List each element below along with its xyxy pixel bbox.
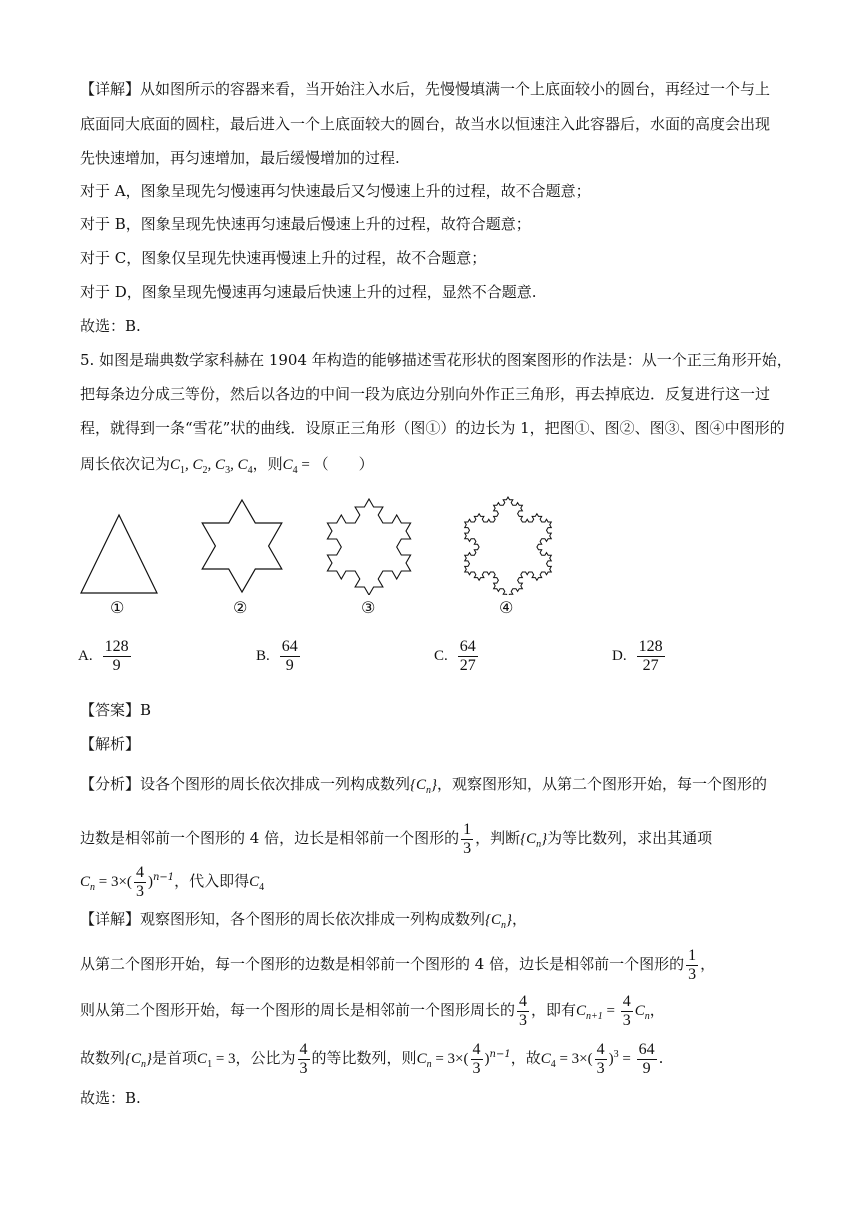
figure-label: ② xyxy=(233,598,248,617)
detail-line: 故数列$\{C_n\}$是首项$C_1 = 3$，公比为 $\frac{4}{3}$ 的等比数列，则$C_n = 3\times$( $\frac{4}{3}$ )$^{n-1}$，故$C_4 = 3\times$( $\frac{4}{3}$ )$^3$ = $\frac{64}{9}$ . xyxy=(80,1040,664,1077)
figure-snowflake-3 xyxy=(322,495,416,595)
answer-blank: （ ） xyxy=(313,455,374,473)
question-text: ，则 xyxy=(252,455,283,473)
text-line: 对于 A，图象呈现先匀慢速再匀快速最后又匀慢速上升的过程，故不合题意； xyxy=(80,182,591,200)
option-c[interactable] xyxy=(434,638,480,675)
detail-line: 则从第二个图形开始，每一个图形的周长是相邻前一个图形周长的 $\frac{4}{3}$ ，即有$C_{n+1}$ = $\frac{4}{3}$ $C_n$， xyxy=(80,992,665,1029)
option-value: $\frac{128}{9}$ xyxy=(104,638,129,674)
option-value: $\frac{128}{27}$ xyxy=(638,638,663,674)
text-line: 【详解】从如图所示的容器来看，当开始注入水后，先慢慢填满一个上底面较小的圆台，再经过一个与上 xyxy=(80,80,771,98)
analysis-line: 【分析】设各个图形的周长依次排成一列构成数列$\{C_n\}$，观察图形知，从第二个图形开始，每一个图形的 xyxy=(80,775,768,796)
figure-label: ① xyxy=(110,598,125,617)
option-b[interactable] xyxy=(256,638,302,675)
option-label: A. xyxy=(78,648,93,664)
c4-symbol: $C_4$ xyxy=(282,457,298,476)
figure-snowflake-4 xyxy=(456,495,560,595)
question-line: 程，就得到一条“雪花”状的曲线．设原正三角形（图①）的边长为 1，把图①、图②、图③、图④中图形的 xyxy=(80,419,785,437)
question-line: 把每条边分成三等份，然后以各边的中间一段为底边分别向外作正三角形，再去掉底边．反复进行这一过 xyxy=(80,385,771,403)
figure-label: ③ xyxy=(361,598,376,617)
question-line: 5. 如图是瑞典数学家科赫在 1904 年构造的能够描述雪花形状的图案图形的作法是：从一个正三角形开始， xyxy=(80,351,792,369)
option-d[interactable] xyxy=(612,638,667,675)
analysis-line: 边数是相邻前一个图形的 4 倍，边长是相邻前一个图形的 $\frac{1}{3}$ ，判断$\{C_n\}$为等比数列，求出其通项 xyxy=(80,820,713,857)
detail-line: 【详解】观察图形知，各个图形的周长依次排成一列构成数列$\{C_n\}$， xyxy=(80,910,528,931)
option-value: $\frac{64}{9}$ xyxy=(281,638,298,674)
text-line: 故选：B. xyxy=(80,317,141,335)
analysis-heading: 【解析】 xyxy=(80,735,141,753)
text-line: 对于 C，图象仅呈现先快速再慢速上升的过程，故不合题意； xyxy=(80,249,487,267)
option-label: D. xyxy=(612,648,627,664)
option-a[interactable] xyxy=(78,638,133,675)
option-value: $\frac{64}{27}$ xyxy=(459,638,476,674)
text-line: 底面同大底面的圆柱，最后进入一个上底面较大的圆台，故当水以恒速注入此容器后，水面的高度会出现 xyxy=(80,115,771,133)
formula-line: $C_n = 3\times$( $\frac{4}{3}$ )$^{n-1}$，代入即得$C_4$ xyxy=(80,863,265,900)
detail-line: 故选：B. xyxy=(80,1089,141,1107)
perimeter-list: $C_1$, $C_2$, $C_3$, $C_4$ xyxy=(170,457,253,476)
question-line: 周长依次记为$C_1$, $C_2$, $C_3$, $C_4$，则$C_4$ = （ ） xyxy=(80,455,374,476)
text-line: 对于 D，图象呈现先慢速再匀速最后快速上升的过程，显然不合题意. xyxy=(80,283,537,301)
option-label: C. xyxy=(434,648,448,664)
text-line: 对于 B，图象呈现先快速再匀速最后慢速上升的过程，故符合题意； xyxy=(80,215,531,233)
figure-star xyxy=(200,495,284,595)
detail-line: 从第二个图形开始，每一个图形的边数是相邻前一个图形的 4 倍，边长是相邻前一个图形的 $\frac{1}{3}$ ， xyxy=(80,946,716,983)
answer-line: 【答案】B xyxy=(80,701,152,719)
question-text: 周长依次记为 xyxy=(80,455,171,473)
figure-triangle xyxy=(78,495,160,595)
text-line: 先快速增加，再匀速增加，最后缓慢增加的过程. xyxy=(80,149,400,167)
option-label: B. xyxy=(256,648,270,664)
figure-label: ④ xyxy=(499,598,514,617)
